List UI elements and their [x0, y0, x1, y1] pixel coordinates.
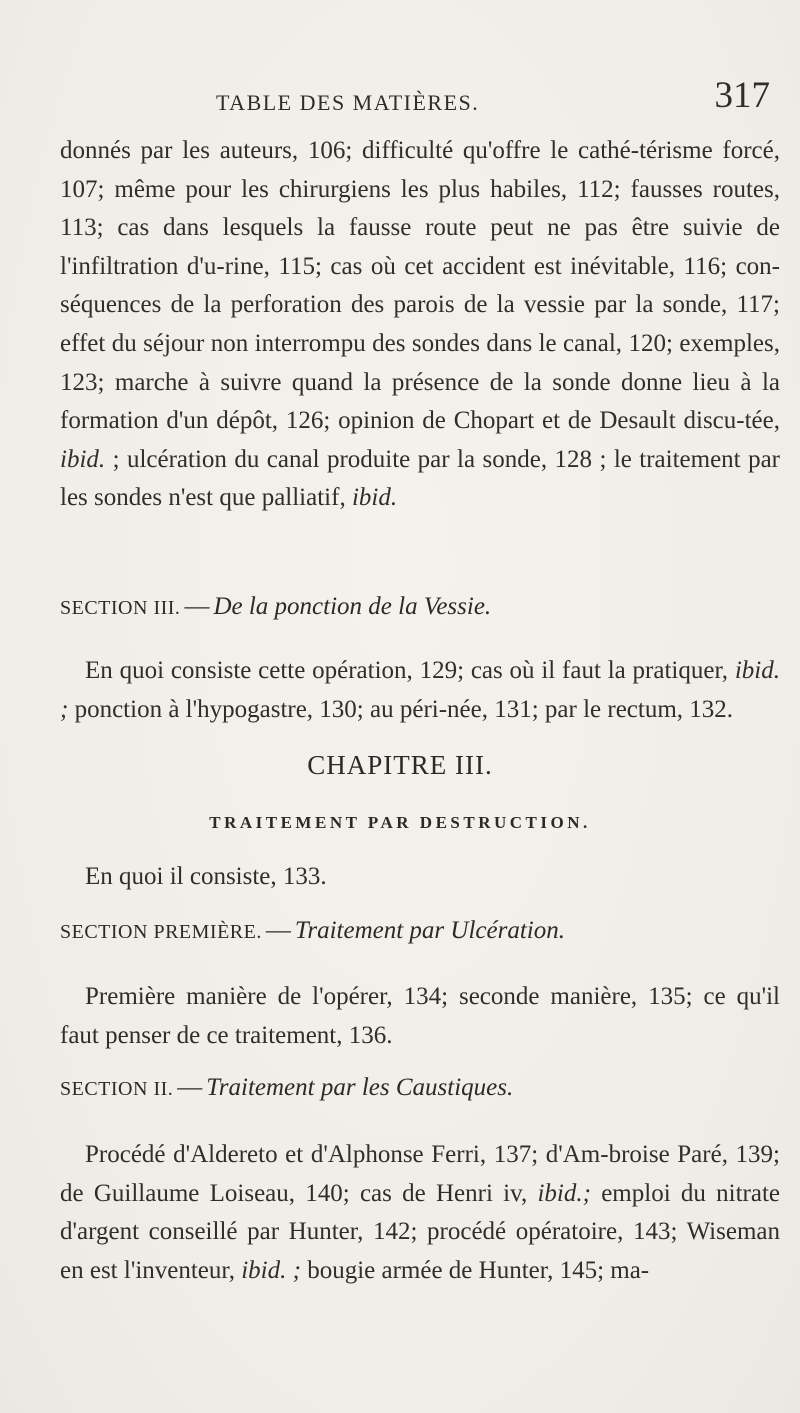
running-header: [60, 70, 770, 130]
ibid-reference: ibid.;: [537, 1179, 591, 1207]
paragraph-text: ; ulcération du canal produite par la sonde, 128 ; le traitement par les sondes n'est que palliatif,: [60, 445, 780, 512]
section-label: SECTION II.: [60, 1078, 174, 1100]
chapter-title: CHAPITRE III.: [307, 750, 493, 780]
paragraph-text: Procédé d'Aldereto et d'Alphonse Ferri, 137; d'Am-broise Paré, 139; de Guillaume Loiseau, 140; cas de Henri iv,: [60, 1141, 780, 1207]
paragraph-text: Première manière de l'opérer, 134; seconde manière, 135; ce qu'il faut penser de ce traitement, 136.: [60, 983, 780, 1049]
section-dash: —: [184, 593, 210, 620]
ibid-reference: ibid. ;: [241, 1256, 301, 1284]
section-title: Traitement par les Caustiques.: [206, 1074, 514, 1101]
paragraph-text: En quoi consiste cette opération, 129; cas où il faut la pratiquer,: [85, 657, 735, 684]
section-heading-3: [60, 593, 491, 621]
chapter-subtitle: TRAITEMENT PAR DESTRUCTION.: [209, 813, 591, 832]
paragraph-text: emploi du nitrate d'argent conseillé par Hunter, 142; procédé opératoire, 143; Wiseman en est l'inventeur,: [60, 1179, 780, 1284]
ibid-reference: ibid. ;: [60, 657, 780, 723]
page-number: 317: [714, 75, 770, 116]
section-dash: —: [265, 917, 291, 944]
paragraph-text: ponction à l'hypogastre, 130; au péri-née, 131; par le rectum, 132.: [68, 695, 734, 723]
section-label: SECTION PREMIÈRE.: [60, 921, 262, 943]
section-heading-2: [60, 1074, 513, 1102]
section-dash: —: [177, 1074, 203, 1101]
index-paragraph-1: [60, 132, 780, 518]
index-paragraph-2: [60, 652, 780, 729]
paragraph-text: En quoi il consiste, 133.: [85, 863, 327, 890]
running-title: TABLE DES MATIÈRES.: [216, 90, 480, 115]
index-paragraph-5: [60, 1136, 780, 1290]
paragraph-text: bougie armée de Hunter, 145; ma-: [300, 1256, 650, 1284]
ibid-reference: ibid.: [60, 445, 106, 473]
section-heading-1: [60, 917, 565, 945]
index-paragraph-3: [60, 858, 780, 897]
section-label: SECTION III.: [60, 597, 181, 619]
section-title: Traitement par Ulcération.: [294, 917, 565, 944]
index-paragraph-4: [60, 978, 780, 1055]
ibid-reference: ibid.: [351, 484, 398, 512]
section-title: De la ponction de la Vessie.: [213, 593, 492, 620]
paragraph-text: donnés par les auteurs, 106; difficulté qu'offre le cathé-térisme forcé, 107; même pour les chirurgiens les plus habiles, 112; fausses routes, 113; cas dans lesquels la fausse route peut ne pas être suivie de l'infiltration d'u-rine, 115; cas où cet accident est inévitable, 116; con-séquences de la perforation des parois de la vessie par la sonde, 117; effet du séjour non interrompu des sondes dans le canal, 120; exemples, 123; marche à suivre quand la présence de la sonde donne lieu à la formation d'un dépôt, 126; opinion de Chopart et de Desault discu-tée,: [60, 137, 780, 435]
